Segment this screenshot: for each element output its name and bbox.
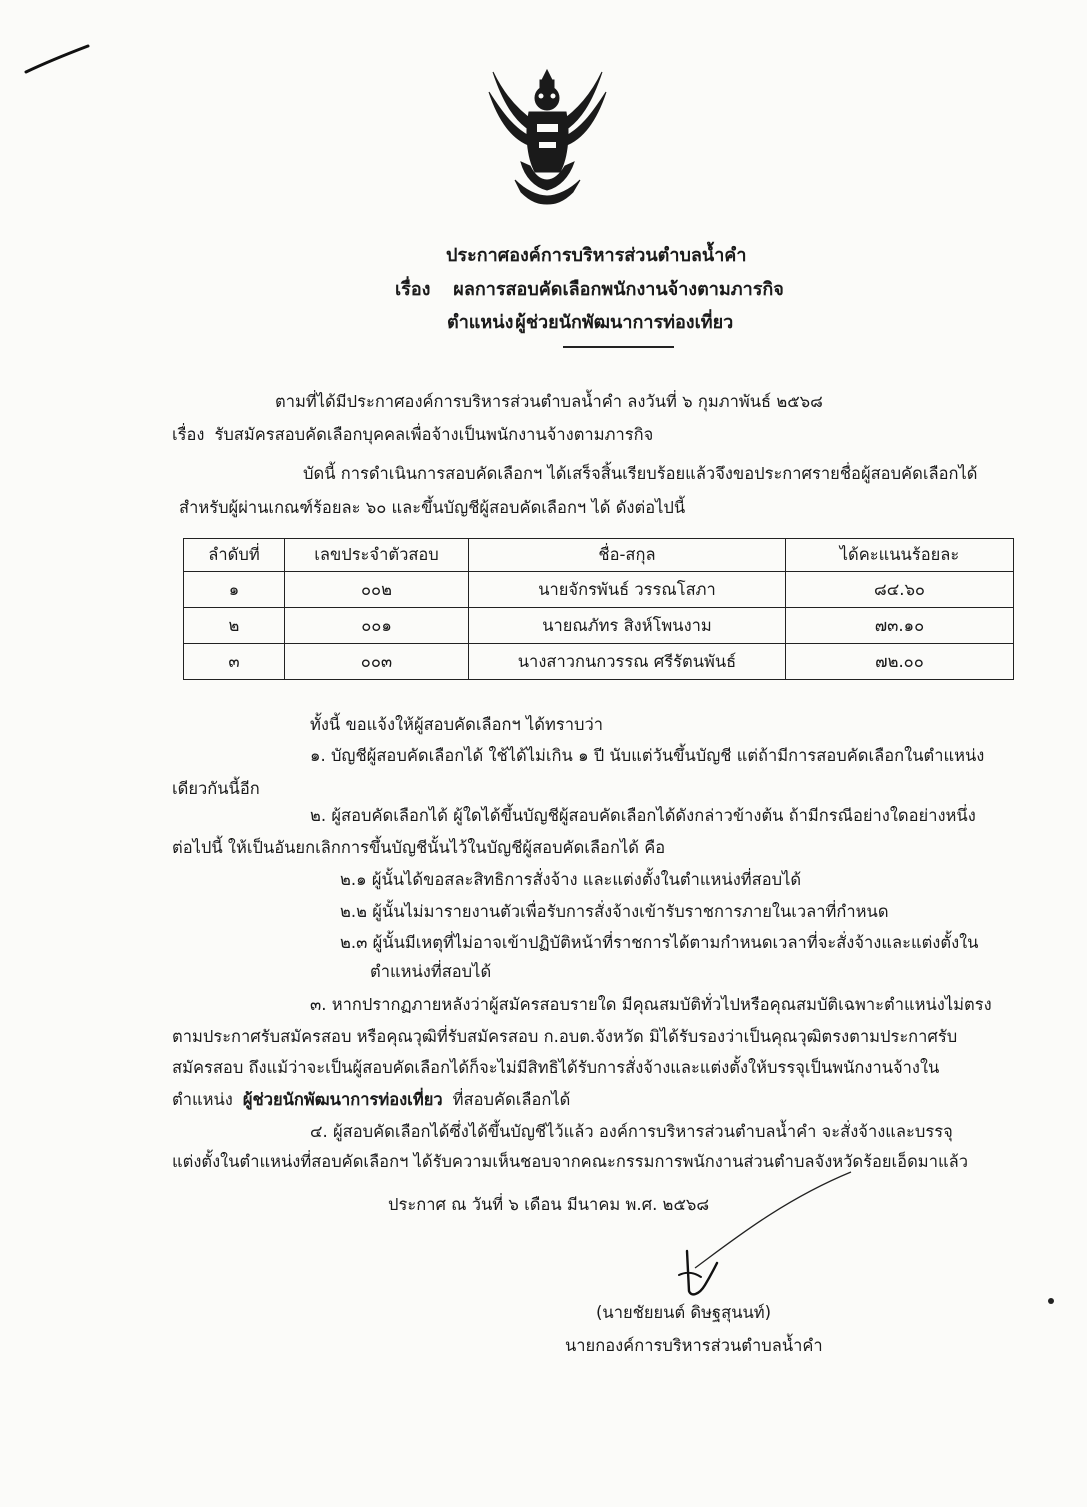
table-row [184, 608, 1014, 644]
position-text: ผู้ช่วยนักพัฒนาการท่องเที่ยว [515, 312, 734, 333]
heading-divider [563, 346, 674, 348]
results-table [183, 538, 1014, 680]
condition-2-1: ๒.๑ ผู้นั้นได้ขอสละสิทธิการสั่งจ้าง และแต่งตั้งในตำแหน่งที่สอบได้ [340, 870, 802, 889]
header-score: ได้คะแนนร้อยละ [786, 539, 1014, 572]
garuda-emblem-icon [485, 62, 610, 212]
para2-line-1: บัดนี้ การดำเนินการสอบคัดเลือกฯ ได้เสร็จสิ้นเรียบร้อยแล้วจึงขอประกาศรายชื่อผู้สอบคัดเลือกได้ [303, 464, 978, 483]
intro-subject-label: เรื่อง [172, 425, 205, 444]
announcement-subject [0, 274, 1087, 303]
announcement-position [0, 307, 1087, 336]
condition-3-line-3: สมัครสอบ ถึงแม้ว่าจะเป็นผู้สอบคัดเลือกได้ก็จะไม่มีสิทธิได้รับการสั่งจ้างและแต่งตั้งให้บรรจุเป็นพนักงานจ้างใน [172, 1058, 940, 1077]
condition-1-line-2: เดียวกันนี้อีก [172, 779, 260, 798]
cell-exam-number: ๐๐๓ [285, 644, 469, 680]
table-header-row [184, 539, 1014, 572]
position-label: ตำแหน่ง [447, 312, 514, 333]
intro-subject-text: รับสมัครสอบคัดเลือกบุคคลเพื่อจ้างเป็นพนักงานจ้างตามภารกิจ [214, 425, 654, 444]
subject-text: ผลการสอบคัดเลือกพนักงานจ้างตามภารกิจ [453, 279, 784, 300]
condition-3-line-1: ๓. หากปรากฏภายหลังว่าผู้สมัครสอบรายใด มีคุณสมบัติทั่วไปหรือคุณสมบัติเฉพาะตำแหน่งไม่ตรง [310, 995, 992, 1014]
announcement-date: ประกาศ ณ วันที่ ๖ เดือน มีนาคม พ.ศ. ๒๕๖๘ [388, 1195, 710, 1214]
cell-score: ๘๔.๖๐ [786, 572, 1014, 608]
signatory-title: นายกองค์การบริหารส่วนตำบลน้ำคำ [565, 1336, 823, 1355]
cell-score: ๗๒.๐๐ [786, 644, 1014, 680]
cell-order: ๑ [184, 572, 285, 608]
intro-line-2 [172, 425, 653, 445]
cell-exam-number: ๐๐๑ [285, 608, 469, 644]
condition-2-line-2: ต่อไปนี้ ให้เป็นอันยกเลิกการขึ้นบัญชีนั้นไว้ในบัญชีผู้สอบคัดเลือกได้ คือ [172, 838, 666, 857]
cell-full-name: นางสาวกนกวรรณ ศรีรัตนพันธ์ [469, 644, 786, 680]
condition-2-3-line-2: ตำแหน่งที่สอบได้ [370, 962, 492, 981]
condition-3-line-4 [172, 1090, 570, 1110]
condition-2-2: ๒.๒ ผู้นั้นไม่มารายงานตัวเพื่อรับการสั่งจ้างเข้ารับราชการภายในเวลาที่กำหนด [340, 902, 889, 921]
pen-stroke-mark [22, 40, 92, 80]
signature-icon [665, 1245, 725, 1305]
issuer-text: ประกาศองค์การบริหารส่วนตำบลน้ำคำ [446, 245, 747, 266]
c3-position-name: ผู้ช่วยนักพัฒนาการท่องเที่ยว [242, 1090, 443, 1109]
cell-order: ๓ [184, 644, 285, 680]
cell-order: ๒ [184, 608, 285, 644]
condition-4-line-2: แต่งตั้งในตำแหน่งที่สอบคัดเลือกฯ ได้รับความเห็นชอบจากคณะกรรมการพนักงานส่วนตำบลจังหวัดร้อยเอ็ดมาแล้ว [172, 1152, 968, 1171]
condition-3-line-2: ตามประกาศรับสมัครสอบ หรือคุณวุฒิที่รับสมัครสอบ ก.อบต.จังหวัด มิได้รับรองว่าเป็นคุณวุฒิตรงตามประกาศรับ [172, 1027, 958, 1046]
announcement-issuer [0, 240, 1087, 269]
table-row [184, 572, 1014, 608]
para2-line-2: สำหรับผู้ผ่านเกณฑ์ร้อยละ ๖๐ และขึ้นบัญชีผู้สอบคัดเลือกฯ ได้ ดังต่อไปนี้ [179, 498, 686, 517]
cell-full-name: นายจักรพันธ์ วรรณโสภา [469, 572, 786, 608]
header-order: ลำดับที่ [184, 539, 285, 572]
scan-dot-mark [1048, 1298, 1054, 1304]
table-row [184, 644, 1014, 680]
c3-position-suffix: ที่สอบคัดเลือกได้ [452, 1090, 571, 1109]
cell-score: ๗๓.๑๐ [786, 608, 1014, 644]
header-exam-number: เลขประจำตัวสอบ [285, 539, 469, 572]
header-full-name: ชื่อ-สกุล [469, 539, 786, 572]
condition-2-line-1: ๒. ผู้สอบคัดเลือกได้ ผู้ใดได้ขึ้นบัญชีผู้สอบคัดเลือกได้ดังกล่าวข้างต้น ถ้ามีกรณีอย่างใดอย่างหนึ่ง [310, 806, 976, 825]
intro-line-1: ตามที่ได้มีประกาศองค์การบริหารส่วนตำบลน้ำคำ ลงวันที่ ๖ กุมภาพันธ์ ๒๕๖๘ [275, 392, 823, 411]
conditions-intro: ทั้งนี้ ขอแจ้งให้ผู้สอบคัดเลือกฯ ได้ทราบว่า [310, 715, 603, 734]
condition-4-line-1: ๔. ผู้สอบคัดเลือกได้ซึ่งได้ขึ้นบัญชีไว้แล้ว องค์การบริหารส่วนตำบลน้ำคำ จะสั่งจ้างและบรรจุ [310, 1122, 953, 1141]
cell-full-name: นายณภัทร สิงห์โพนงาม [469, 608, 786, 644]
condition-1-line-1: ๑. บัญชีผู้สอบคัดเลือกได้ ใช้ได้ไม่เกิน ๑ ปี นับแต่วันขึ้นบัญชี แต่ถ้ามีการสอบคัดเลือกในตำแหน่ง [310, 746, 985, 765]
condition-2-3-line-1: ๒.๓ ผู้นั้นมีเหตุที่ไม่อาจเข้าปฏิบัติหน้าที่ราชการได้ตามกำหนดเวลาที่จะสั่งจ้างและแต่งตั้งใน [340, 933, 979, 952]
c3-position-label: ตำแหน่ง [172, 1090, 233, 1109]
signatory-name: (นายชัยยนต์ ดิษฐสุนนท์) [596, 1303, 772, 1322]
subject-label: เรื่อง [395, 279, 431, 300]
cell-exam-number: ๐๐๒ [285, 572, 469, 608]
